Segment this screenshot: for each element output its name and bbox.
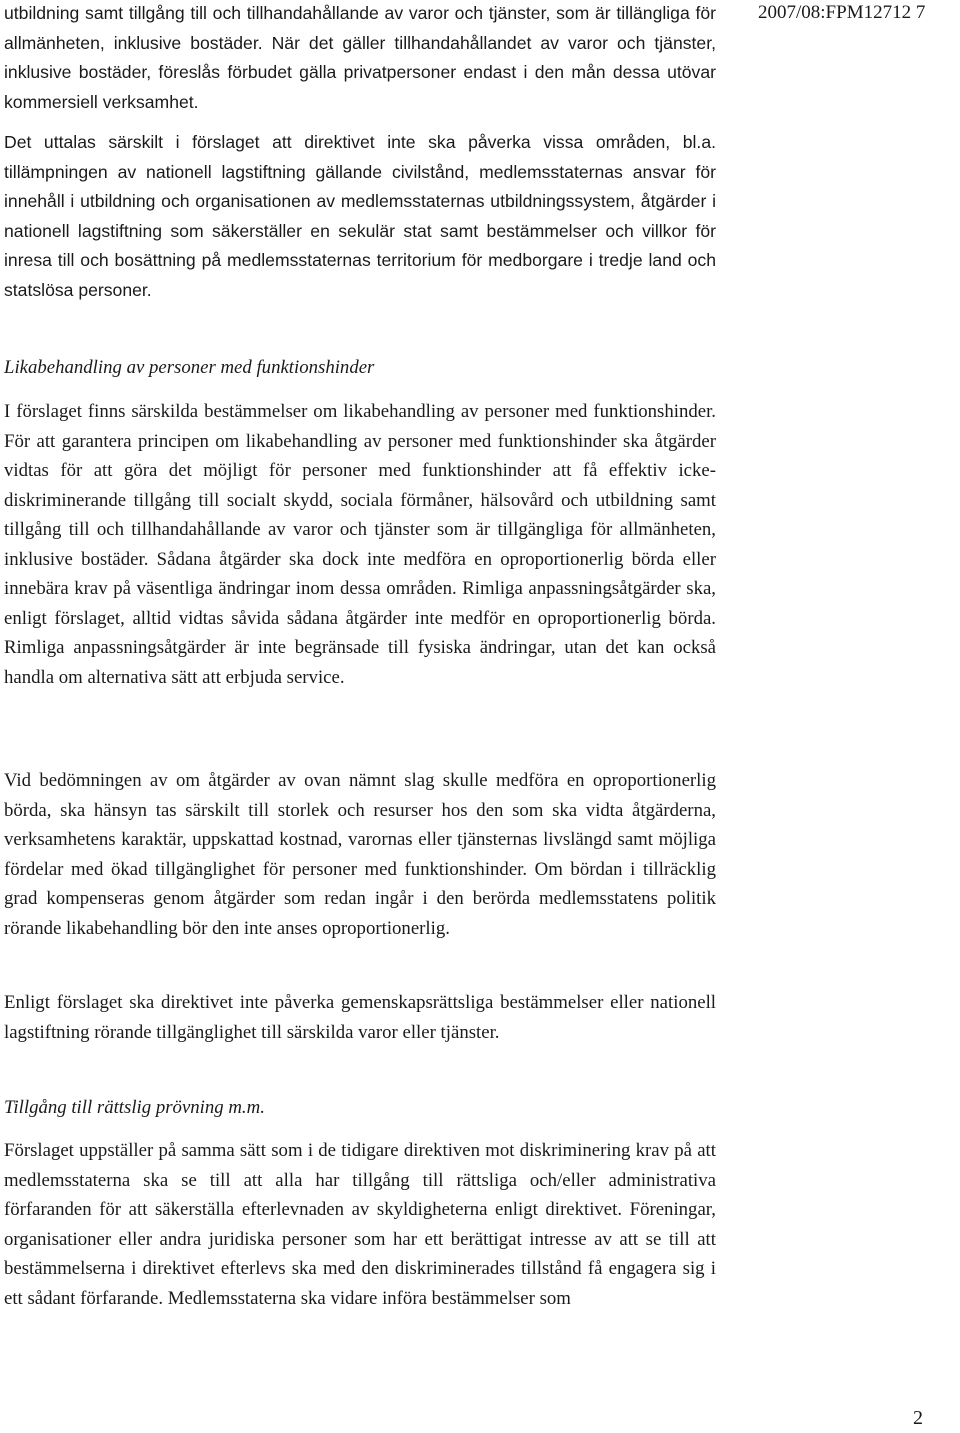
paragraph-3: I förslaget finns särskilda bestämmelser om likabehandling av personer med funktionshinder. För att garantera principen om likabehandling av personer med funktionshinder ska åtgärder vidtas för att göra det möjligt för personer med funktionshinder att få effektiv icke-diskriminerande tillgång till socialt skydd, sociala förmåner, hälsovård och utbildning samt tillgång till och tillhandahållande av varor och tjänster som är tillgängliga för allmänheten, inklusive bostäder. Sådana åtgärder ska dock inte medföra en oproportionerlig börda eller innebära krav på väsentliga ändringar inom dessa områden. Rimliga anpassningsåtgärder ska, enligt förslaget, alltid vidtas såvida sådana åtgärder inte medför en oproportionerlig börda. Rimliga anpassningsåtgärder är inte begränsade till fysiska ändringar, utan det kan också handla om alternativa sätt att erbjuda service. — [4, 401, 716, 688]
paragraph-1: utbildning samt tillgång till och tillhandahållande av varor och tjänster, som är tillängliga för allmänheten, inklusive bostäder. När det gäller tillhandahållandet av varor och tjänster, inklusive bostäder, föreslås förbudet gälla privatpersoner endast i den mån dessa utövar kommersiell verksamhet. — [4, 3, 716, 112]
heading-disability: Likabehandling av personer med funktionshinder — [4, 357, 375, 378]
paragraph-5: Enligt förslaget ska direktivet inte påverka gemenskapsrättsliga bestämmelser eller nationell lagstiftning rörande tillgänglighet till särskilda varor eller tjänster. — [4, 992, 716, 1043]
page-number: 2 — [913, 1407, 923, 1429]
paragraph-2: Det uttalas särskilt i förslaget att direktivet inte ska påverka vissa områden, bl.a. tillämpningen av nationell lagstiftning gällande civilstånd, medlemsstaternas ansvar för innehåll i utbildning och organisationen av medlemsstaternas utbildningssystem, åtgärder i nationell lagstiftning som säkerställer en sekulär stat samt bestämmelser och villkor för inresa till och bosättning på medlemsstaternas territorium för medborgare i tredje land och statslösa personer. — [4, 132, 716, 300]
paragraph-6: Förslaget uppställer på samma sätt som i de tidigare direktiven mot diskriminering krav på att medlemsstaterna ska se till att alla har tillgång till rättsliga och/eller administrativa förfaranden för att säkerställa efterlevnaden av skyldigheterna enligt direktivet. Föreningar, organisationer eller andra juridiska personer som har ett berättigat intresse av att se till att bestämmelserna i direktivet efterlevs ska med den diskriminerades tillstånd få engagera sig i ett sådant förfarande. Medlemsstaterna ska vidare införa bestämmelser som — [4, 1140, 716, 1309]
heading-legal-review: Tillgång till rättslig prövning m.m. — [4, 1097, 265, 1118]
paragraph-4: Vid bedömningen av om åtgärder av ovan nämnt slag skulle medföra en oproportionerlig börda, ska hänsyn tas särskilt till storlek och resurser hos den som ska vidta åtgärderna, verksamhetens karaktär, uppskattad kostnad, varornas eller tjänsternas livslängd samt möjliga fördelar med ökad tillgänglighet för personer med funktionshinder. Om bördan i tillräcklig grad kompenseras genom åtgärder som redan ingår i den berörda medlemsstatens politik rörande likabehandling bör den inte anses oproportionerlig. — [4, 770, 716, 939]
doc-ref: 2007/08:FPM12712 7 — [758, 2, 926, 23]
